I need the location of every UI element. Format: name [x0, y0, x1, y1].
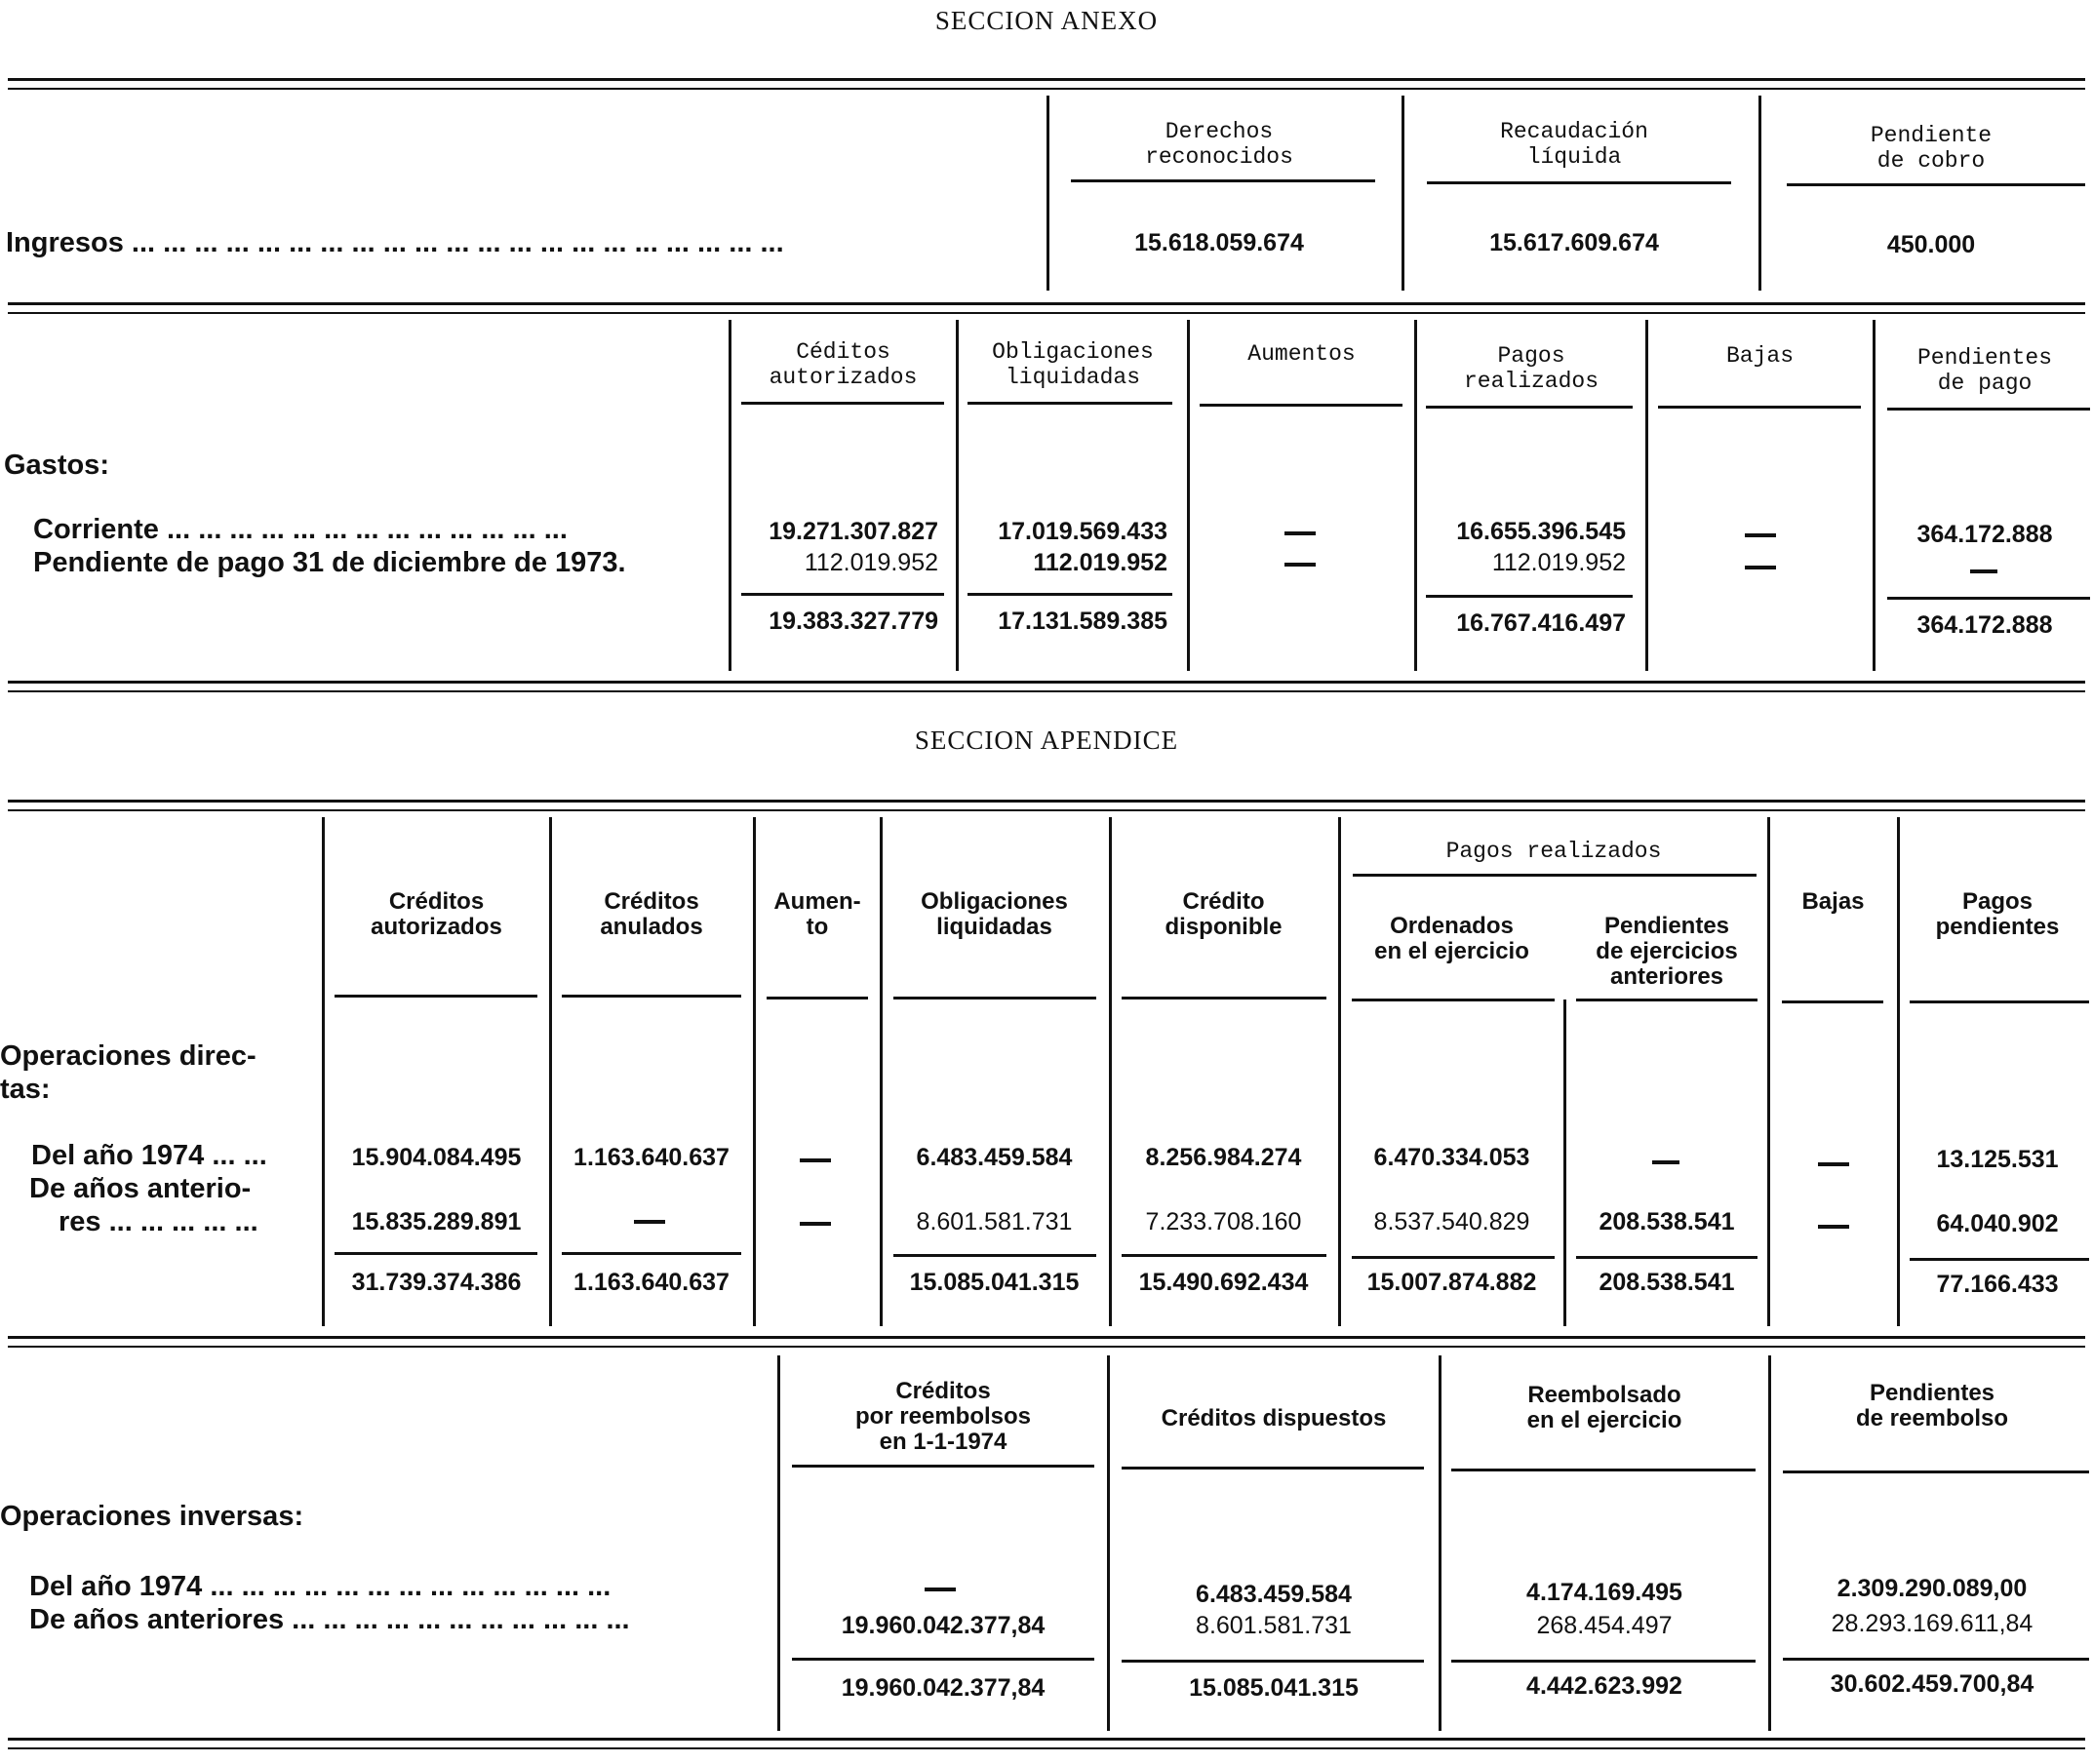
inversas-total: 4.442.623.992 [1526, 1672, 1682, 1700]
gastos-cell: 112.019.952 [1491, 549, 1626, 576]
ingresos-derechos-value: 15.618.059.674 [1134, 229, 1304, 256]
rule [1783, 1658, 2089, 1661]
rule [1787, 183, 2085, 186]
header-bajas: Bajas [1725, 343, 1794, 369]
column-divider [777, 1355, 780, 1731]
rule [1910, 1258, 2089, 1261]
header-pendiente-cobro: Pendiente de cobro [1870, 123, 1993, 174]
directas-total: 1.163.640.637 [573, 1269, 730, 1296]
dash [634, 1220, 665, 1224]
column-divider [1402, 96, 1404, 291]
section-title-apendice: SECCION APENDICE [914, 725, 1179, 755]
directas-row-label: De años anterio- [29, 1173, 252, 1204]
header-pendientes-ejercicios-anteriores: Pendientes de ejercicios anteriores [1596, 913, 1738, 990]
inversas-row-label: Del año 1974 ... ... ... ... ... ... ... ... ... ... ... ... ... [29, 1571, 612, 1602]
rule [1353, 874, 1757, 877]
header-aumento: Aumen- to [773, 888, 861, 940]
directas-cell: 15.904.084.495 [351, 1144, 522, 1171]
rule [8, 88, 2085, 90]
dash [1652, 1160, 1679, 1164]
column-divider [1439, 1355, 1441, 1731]
header-aumentos: Aumentos [1247, 341, 1356, 367]
rule [8, 78, 2085, 81]
rule [1122, 997, 1326, 1000]
column-divider [1563, 1000, 1566, 1326]
rule [1910, 1000, 2089, 1003]
directas-cell: 6.483.459.584 [916, 1144, 1073, 1171]
dash [800, 1158, 831, 1162]
rule [1887, 408, 2090, 411]
rule [1071, 179, 1375, 182]
ingresos-label: Ingresos ... ... ... ... ... ... ... ... ... ... ... ... ... ... ... ... ... ... ... ... ... [6, 227, 784, 258]
dash [1284, 563, 1316, 567]
inversas-total: 15.085.041.315 [1189, 1674, 1359, 1702]
rule [8, 800, 2085, 803]
ingresos-pendiente-value: 450.000 [1886, 231, 1976, 258]
directas-row-label: Del año 1974 ... ... [31, 1140, 267, 1171]
gastos-total: 17.131.589.385 [998, 608, 1167, 635]
rule [1352, 999, 1555, 1001]
header-obligaciones-liquidadas: Obligaciones liquidadas [992, 339, 1154, 390]
rule [1426, 406, 1633, 409]
header-creditos-autorizados: Créditos autorizados [371, 888, 502, 940]
column-divider [549, 817, 552, 1326]
rule [8, 1738, 2085, 1741]
inversas-cell: 268.454.497 [1536, 1612, 1673, 1639]
gastos-row-label: Corriente ... ... ... ... ... ... ... ... ... ... ... ... ... [33, 514, 568, 545]
inversas-cell: 6.483.459.584 [1196, 1581, 1352, 1608]
header-recaudacion-liquida: Recaudación líquida [1500, 119, 1648, 170]
rule [792, 1658, 1094, 1661]
rule [893, 1254, 1096, 1257]
column-divider [1758, 96, 1761, 291]
rule [1352, 1256, 1555, 1259]
rule [1783, 1470, 2089, 1473]
column-divider [1187, 320, 1190, 671]
directas-cell: 64.040.902 [1936, 1210, 2059, 1237]
gastos-cell: 16.655.396.545 [1456, 518, 1626, 545]
directas-total: 31.739.374.386 [351, 1269, 522, 1296]
rule [792, 1465, 1094, 1468]
rule [562, 995, 741, 998]
column-divider [1338, 817, 1341, 1326]
rule [335, 995, 537, 998]
inversas-row-label: De años anteriores ... ... ... ... ... ... ... ... ... ... ... [29, 1604, 630, 1635]
gastos-total: 364.172.888 [1916, 611, 2053, 639]
column-divider [1768, 1355, 1771, 1731]
gastos-label: Gastos: [4, 450, 109, 481]
directas-total: 77.166.433 [1936, 1271, 2059, 1298]
rule [1887, 597, 2090, 600]
dash [925, 1588, 956, 1591]
rule [8, 690, 2085, 692]
header-pagos-pendientes: Pagos pendientes [1935, 888, 2060, 940]
rule [767, 997, 868, 1000]
rule [8, 1346, 2085, 1348]
rule [1576, 999, 1757, 1001]
inversas-total: 19.960.042.377,84 [841, 1674, 1046, 1702]
column-divider [1107, 1355, 1110, 1731]
dash [1745, 533, 1776, 537]
rule [335, 1252, 537, 1255]
rule [1451, 1469, 1756, 1471]
rule [968, 593, 1172, 596]
rule [1122, 1254, 1326, 1257]
dash [1284, 531, 1316, 535]
dash [800, 1222, 831, 1226]
column-divider [956, 320, 959, 671]
dash [1818, 1162, 1849, 1166]
directas-total: 15.085.041.315 [909, 1269, 1080, 1296]
column-divider [729, 320, 731, 671]
directas-cell: 15.835.289.891 [351, 1208, 522, 1235]
column-divider [880, 817, 883, 1326]
rule [1576, 1256, 1757, 1259]
directas-cell: 8.256.984.274 [1145, 1144, 1302, 1171]
rule [562, 1252, 741, 1255]
inversas-total: 30.602.459.700,84 [1830, 1670, 2034, 1698]
inversas-cell: 8.601.581.731 [1196, 1612, 1352, 1639]
dash [1745, 566, 1776, 569]
rule [1200, 404, 1402, 407]
rule [1426, 595, 1633, 598]
directas-cell: 6.470.334.053 [1373, 1144, 1530, 1171]
rule [8, 1747, 2085, 1749]
directas-cell: 208.538.541 [1599, 1208, 1735, 1235]
rule [1122, 1467, 1424, 1470]
directas-total: 15.007.874.882 [1366, 1269, 1537, 1296]
directas-cell: 1.163.640.637 [573, 1144, 730, 1171]
operaciones-directas-label: Operaciones direc- tas: [0, 1040, 257, 1105]
column-divider [1645, 320, 1648, 671]
column-divider [1767, 817, 1770, 1326]
section-title-anexo: SECCION ANEXO [934, 6, 1159, 35]
rule [8, 809, 2085, 811]
header-reembolsado-ejercicio: Reembolsado en el ejercicio [1526, 1382, 1682, 1433]
rule [741, 402, 944, 405]
header-creditos-por-reembolsos: Créditos por reembolsos en 1-1-1974 [854, 1378, 1032, 1455]
inversas-cell: 28.293.169.611,84 [1831, 1610, 2034, 1637]
gastos-total: 16.767.416.497 [1456, 609, 1626, 637]
column-divider [1873, 320, 1876, 671]
header-ordenados-ejercicio: Ordenados en el ejercicio [1374, 913, 1529, 964]
header-creditos-autorizados: Céditos autorizados [769, 339, 918, 390]
inversas-cell: 19.960.042.377,84 [841, 1612, 1046, 1639]
directas-total: 208.538.541 [1599, 1269, 1735, 1296]
inversas-cell: 4.174.169.495 [1526, 1579, 1682, 1606]
header-pendientes-pago: Pendientes de pago [1916, 345, 2053, 396]
operaciones-inversas-label: Operaciones inversas: [0, 1501, 304, 1532]
directas-row-label: res ... ... ... ... ... [59, 1206, 258, 1237]
header-bajas: Bajas [1801, 888, 1865, 915]
column-divider [1414, 320, 1417, 671]
header-derechos-reconocidos: Derechos reconocidos [1145, 119, 1293, 170]
header-pagos-realizados: Pagos realizados [1463, 343, 1599, 394]
directas-cell: 8.537.540.829 [1373, 1208, 1530, 1235]
rule [1782, 1000, 1883, 1003]
column-divider [1046, 96, 1049, 291]
header-pendientes-reembolso: Pendientes de reembolso [1855, 1380, 2009, 1431]
rule [8, 302, 2085, 305]
header-creditos-dispuestos: Créditos dispuestos [1161, 1405, 1387, 1431]
rule [8, 681, 2085, 684]
directas-cell: 8.601.581.731 [916, 1208, 1073, 1235]
header-creditos-anulados: Créditos anulados [600, 888, 703, 940]
rule [1451, 1660, 1756, 1663]
dash [1818, 1225, 1849, 1229]
directas-cell: 7.233.708.160 [1145, 1208, 1302, 1235]
column-divider [1897, 817, 1900, 1326]
header-obligaciones-liquidadas: Obligaciones liquidadas [921, 888, 1068, 940]
directas-cell: 13.125.531 [1936, 1146, 2059, 1173]
inversas-cell: 2.309.290.089,00 [1836, 1575, 2028, 1602]
column-divider [1109, 817, 1112, 1326]
gastos-cell: 112.019.952 [1033, 549, 1167, 576]
column-divider [753, 817, 756, 1326]
gastos-cell: 112.019.952 [804, 549, 938, 576]
rule [968, 402, 1172, 405]
gastos-total: 19.383.327.779 [769, 608, 938, 635]
rule [1427, 181, 1731, 184]
header-credito-disponible: Crédito disponible [1165, 888, 1283, 940]
rule [8, 1336, 2085, 1339]
rule [8, 312, 2085, 314]
directas-total: 15.490.692.434 [1138, 1269, 1309, 1296]
column-divider [322, 817, 325, 1326]
gastos-cell: 364.172.888 [1916, 521, 2053, 548]
rule [1658, 406, 1861, 409]
rule [741, 593, 944, 596]
rule [1122, 1660, 1424, 1663]
gastos-row-label: Pendiente de pago 31 de diciembre de 1973. [33, 547, 626, 578]
header-pagos-realizados-group: Pagos realizados [1445, 839, 1662, 864]
gastos-cell: 17.019.569.433 [998, 518, 1167, 545]
gastos-cell: 19.271.307.827 [769, 518, 938, 545]
rule [893, 997, 1096, 1000]
dash [1970, 569, 1997, 573]
ingresos-recaudacion-value: 15.617.609.674 [1489, 229, 1659, 256]
